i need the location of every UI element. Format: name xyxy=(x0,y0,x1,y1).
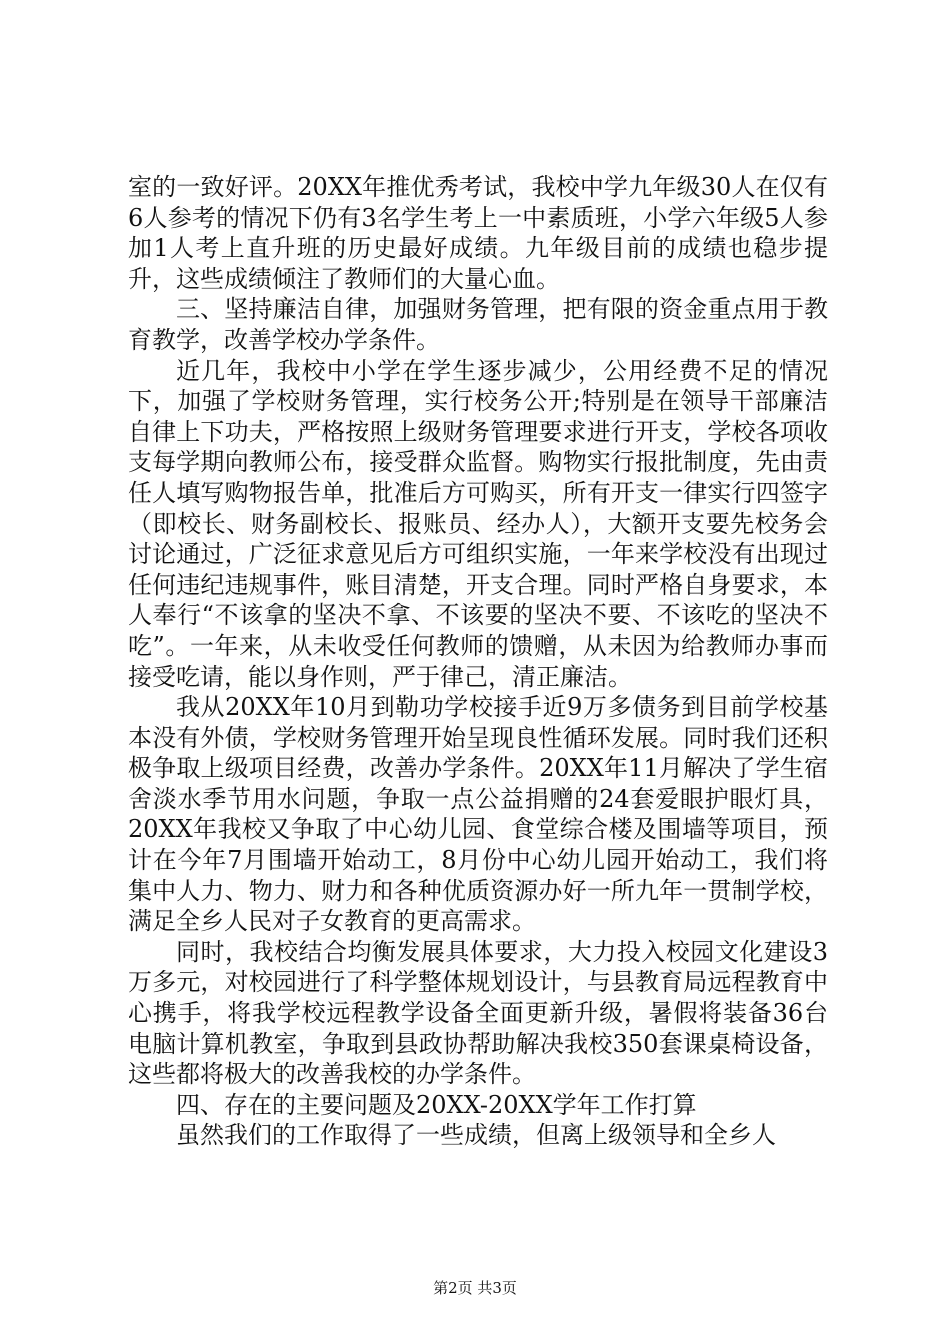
paragraph-campus-culture: 同时，我校结合均衡发展具体要求，大力投入校园文化建设3万多元，对校园进行了科学整体规划设计，与县教育局远程教育中心携手，将我学校远程教学设备全面更新升级，暑假将装备36台电脑计算机教室，争取到县政协帮助解决我校350套课桌椅设备，这些都将极大的改善我校的办学条件。 xyxy=(128,937,828,1089)
paragraph-results-continued: 室的一致好评。20XX年推优秀考试，我校中学九年级30人在仅有6人参考的情况下仍有3名学生考上一中素质班，小学六年级5人参加1人考上直升班的历史最好成绩。九年级目前的成绩也稳步提升，这些成绩倾注了教师们的大量心血。 xyxy=(128,173,828,293)
section-heading-four: 四、存在的主要问题及20XX-20XX学年工作打算 xyxy=(176,1090,697,1119)
paragraph-problems-intro: 虽然我们的工作取得了一些成绩，但离上级领导和全乡人 xyxy=(176,1121,776,1150)
paragraph-debt-and-projects: 我从20XX年10月到勒功学校接手近9万多债务到目前学校基本没有外债，学校财务管理开始呈现良性循环发展。同时我们还积极争取上级项目经费，改善办学条件。20XX年11月解决了学生宿舍淡水季节用水问题，争取一点公益捐赠的24套爱眼护眼灯具，20XX年我校又争取了中心幼儿园、食堂综合楼及围墙等项目，预计在今年7月围墙开始动工，8月份中心幼儿园开始动工，我们将集中人力、物力、财力和各种优质资源办好一所九年一贯制学校，满足全乡人民对子女教育的更高需求。 xyxy=(128,693,828,936)
document-body xyxy=(128,172,828,1151)
section-heading-three: 三、坚持廉洁自律，加强财务管理，把有限的资金重点用于教育教学，改善学校办学条件。 xyxy=(128,295,828,354)
paragraph-finance-management: 近几年，我校中小学在学生逐步减少，公用经费不足的情况下，加强了学校财务管理，实行校务公开;特别是在领导干部廉洁自律上下功夫，严格按照上级财务管理要求进行开支，学校各项收支每学期向教师公布，接受群众监督。购物实行报批制度，先由责任人填写购物报告单，批准后方可购买，所有开支一律实行四签字（即校长、财务副校长、报账员、经办人），大额开支要先校务会讨论通过，广泛征求意见后方可组织实施，一年来学校没有出现过任何违纪违规事件，账目清楚，开支合理。同时严格自身要求，本人奉行“不该拿的坚决不拿、不该要的坚决不要、不该吃的坚决不吃”。一年来，从未收受任何教师的馈赠，从未因为给教师办事而接受吃请，能以身作则，严于律己，清正廉洁。 xyxy=(128,356,828,691)
page-number-footer: 第2页 共3页 xyxy=(433,1279,517,1297)
